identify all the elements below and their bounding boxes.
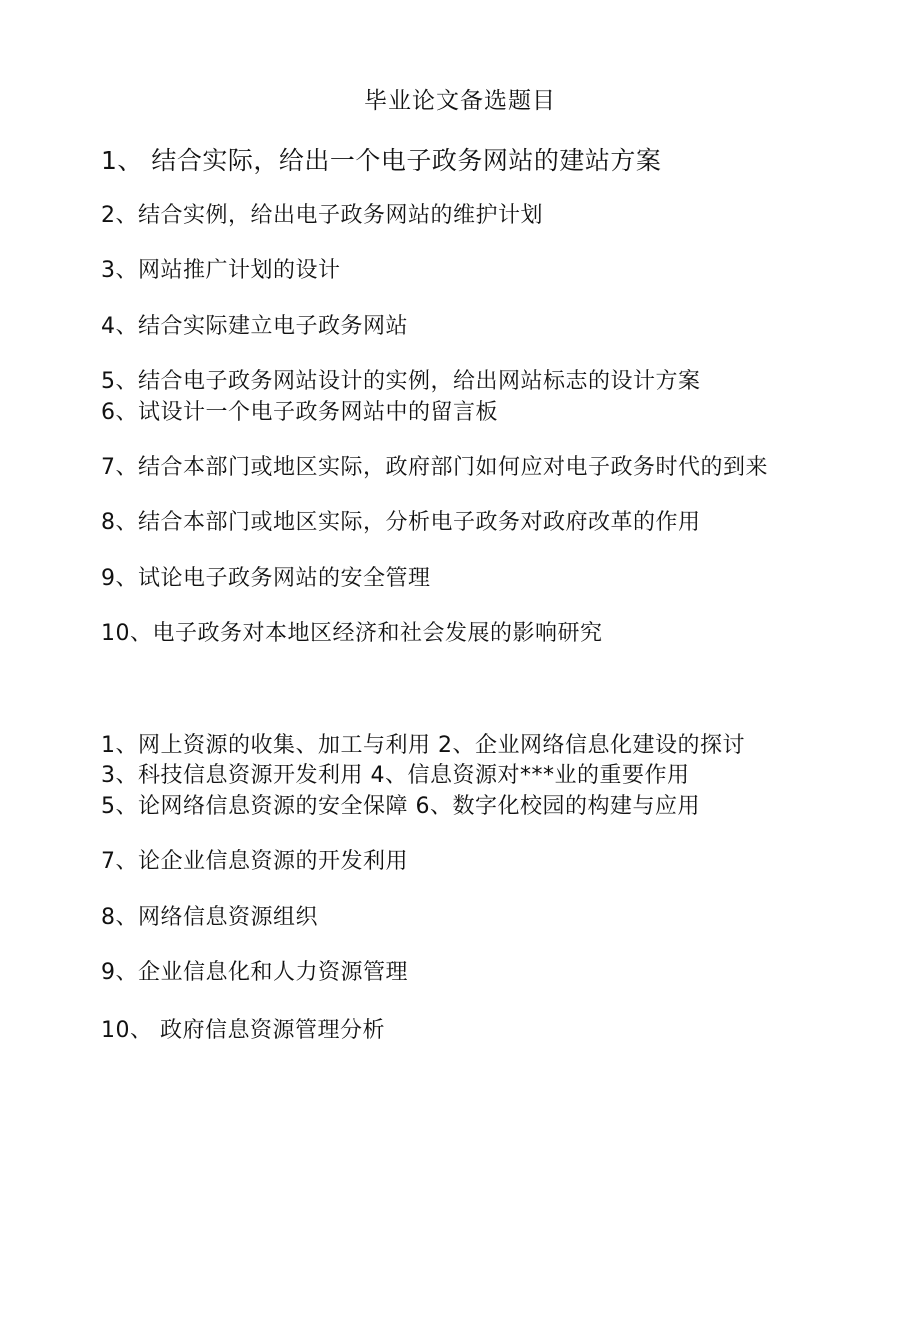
topic-item: 8、结合本部门或地区实际，分析电子政务对政府改革的作用 — [101, 510, 701, 535]
document-title: 毕业论文备选题目 — [364, 88, 556, 114]
topic-item: 9、试论电子政务网站的安全管理 — [101, 566, 431, 591]
topic-item: 1、 结合实际，给出一个电子政务网站的建站方案 — [101, 146, 662, 175]
topic-item: 10、电子政务对本地区经济和社会发展的影响研究 — [101, 621, 603, 646]
topic-item: 6、试设计一个电子政务网站中的留言板 — [101, 400, 498, 425]
topic-item: 2、结合实例，给出电子政务网站的维护计划 — [101, 203, 543, 228]
topic-item: 4、结合实际建立电子政务网站 — [101, 314, 408, 339]
topic-item: 5、结合电子政务网站设计的实例，给出网站标志的设计方案 — [101, 369, 701, 394]
topic-item: 7、结合本部门或地区实际，政府部门如何应对电子政务时代的到来 — [101, 455, 768, 480]
topic-item: 7、论企业信息资源的开发利用 — [101, 849, 408, 874]
topic-item: 5、论网络信息资源的安全保障 6、数字化校园的构建与应用 — [101, 794, 700, 819]
topic-item: 10、 政府信息资源管理分析 — [101, 1018, 385, 1043]
topic-item: 9、企业信息化和人力资源管理 — [101, 960, 408, 985]
topic-item: 8、网络信息资源组织 — [101, 905, 318, 930]
topic-item: 3、科技信息资源开发利用 4、信息资源对***业的重要作用 — [101, 763, 690, 788]
topic-item: 3、网站推广计划的设计 — [101, 258, 341, 283]
topic-item: 1、网上资源的收集、加工与利用 2、企业网络信息化建设的探讨 — [101, 733, 745, 758]
